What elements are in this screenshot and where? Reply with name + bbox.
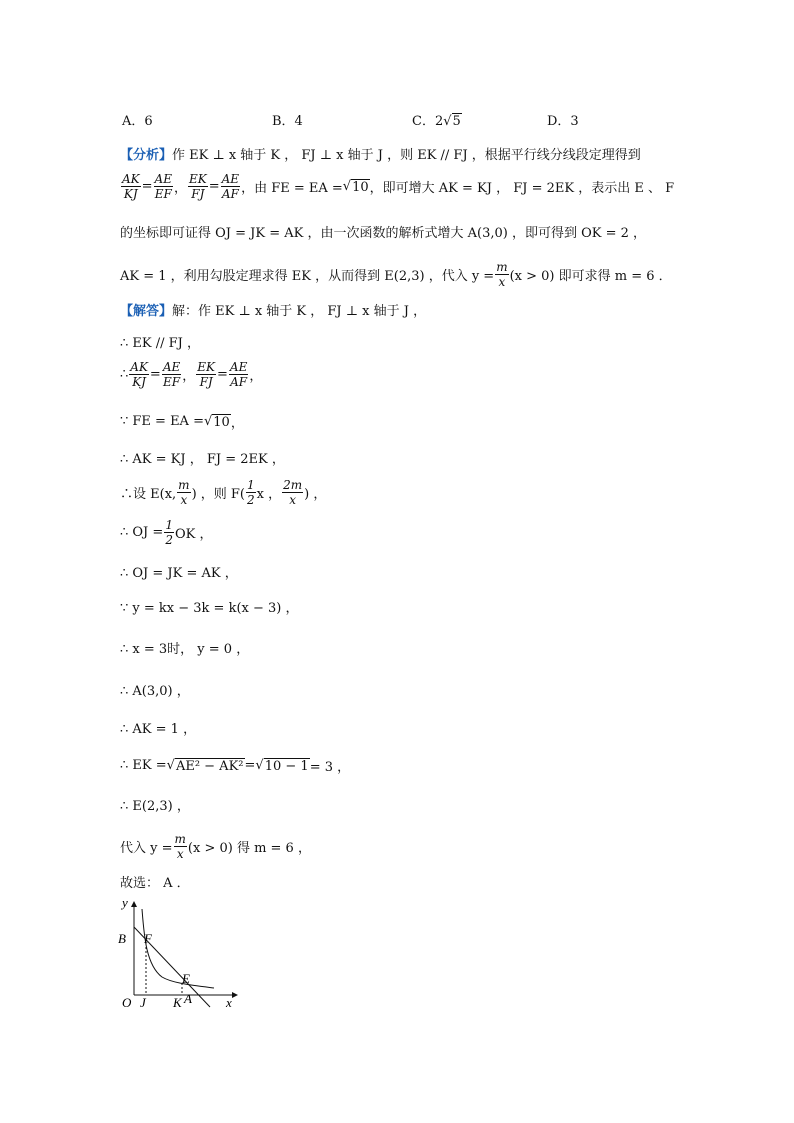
label-x: x <box>226 995 232 1010</box>
label-k: K <box>173 995 182 1010</box>
label-b: B <box>118 931 126 946</box>
x-axis-arrow <box>232 992 238 998</box>
analysis-text: (x > 0) 即可求得 m = 6 ． <box>509 269 672 284</box>
analysis-tag: 【分析】 <box>120 148 173 163</box>
fraction: $\frac{EK}{FJ}$ <box>189 172 207 201</box>
fraction: $\frac{1}{2}$ <box>247 478 255 507</box>
option-d: D．3 <box>547 114 579 129</box>
solution-line-6: ∴ OJ = $\frac{1}{2}$ OK ， <box>120 518 213 547</box>
analysis-text: 作 EK ⊥ x 轴于 K ， FJ ⊥ x 轴于 J ，则 EK // FJ ，根据平行线分线段定理得到 <box>172 148 641 163</box>
fraction: $\frac{1}{2}$ <box>165 518 173 547</box>
solution-line-9: ∴ x = 3时， y = 0 ， <box>120 642 250 657</box>
solution-line-12: ∴ EK = √ AE² − AK² = √ 10 − 1 = 3 ， <box>120 758 351 775</box>
solution-line-11: ∴ AK = 1 ， <box>120 722 197 737</box>
solution-line-0 <box>120 300 426 319</box>
solution-line-10: ∴ A(3,0) ， <box>120 684 190 699</box>
analysis-line-4 <box>120 260 672 289</box>
analysis-line-1 <box>120 144 641 163</box>
analysis-text: ，即可增大 AK = KJ ， FJ = 2EK ，表示出 E 、 F <box>369 181 675 196</box>
fraction: $\frac{m}{x}$ <box>178 478 190 507</box>
fraction: $\frac{AE}{EF}$ <box>154 172 172 201</box>
analysis-text: ，由 FE = EA = <box>241 181 343 196</box>
label-y: y <box>122 895 128 910</box>
analysis-line-2: $\frac{AK}{KJ}$ = $\frac{AE}{EF}$ ， $\frac{EK}{FJ}$ = $\frac{AE}{AF}$ ，由 FE = EA = √ 10 ，即可增大 AK = KJ ， FJ = 2EK ，表示出 E 、 F <box>122 172 675 201</box>
option-b: B．4 <box>272 114 303 129</box>
label-f: F <box>144 931 152 946</box>
fraction: $\frac{EK}{FJ}$ <box>197 360 216 389</box>
solution-line-7: ∴ OJ = JK = AK ， <box>120 566 238 581</box>
solution-line-13: ∴ E(2,3) ， <box>120 799 190 814</box>
solution-text: 解：作 EK ⊥ x 轴于 K ， FJ ⊥ x 轴于 J ， <box>172 304 427 319</box>
fraction: $\frac{2m}{x}$ <box>283 478 303 507</box>
y-axis-arrow <box>131 901 137 907</box>
solution-line-1: ∴ EK // FJ ， <box>120 336 200 351</box>
geometry-figure <box>110 895 250 1015</box>
analysis-text: AK = 1 ，利用勾股定理求得 EK ，从而得到 E(2,3) ，代入 y = <box>120 269 495 284</box>
solution-line-5: ∴设 E(x, $\frac{m}{x}$ ) ，则 F( $\frac{1}{2}$ x ， $\frac{2m}{x}$ ) ， <box>120 478 327 507</box>
option-c: C．2√5 <box>412 114 461 129</box>
fraction: $\frac{AE}{EF}$ <box>162 360 181 389</box>
fraction: $\frac{m}{x}$ <box>496 260 508 289</box>
solution-line-8: ∵ y = kx − 3k = k(x − 3) ， <box>120 601 299 616</box>
solution-line-2: ∴ $\frac{AK}{KJ}$ = $\frac{AE}{EF}$ ， $\frac{EK}{FJ}$ = $\frac{AE}{AF}$ ， <box>120 360 263 389</box>
fraction: $\frac{AK}{KJ}$ <box>122 172 140 201</box>
label-o: O <box>122 995 132 1010</box>
solution-line-15: 故选： A ． <box>120 876 190 891</box>
solution-line-3: ∵ FE = EA = √ 10 ， <box>120 414 244 431</box>
hyperbola-curve <box>142 909 214 988</box>
label-e: E <box>182 971 190 986</box>
option-a: A．6 <box>122 114 153 129</box>
solution-tag: 【解答】 <box>120 304 173 319</box>
fraction: $\frac{AE}{AF}$ <box>229 360 248 389</box>
solution-line-14: 代入 y = $\frac{m}{x}$ (x > 0) 得 m = 6 ， <box>120 832 311 861</box>
solution-line-4: ∴ AK = KJ ， FJ = 2EK ， <box>120 452 285 467</box>
analysis-line-3: 的坐标即可证得 OJ = JK = AK ，由一次函数的解析式增大 A(3,0) ，即可得到 OK = 2 ， <box>120 226 647 241</box>
label-j: J <box>140 995 146 1010</box>
fraction: $\frac{AE}{AF}$ <box>221 172 240 201</box>
label-a: A <box>184 991 192 1006</box>
fraction: $\frac{m}{x}$ <box>174 832 186 861</box>
fraction: $\frac{AK}{KJ}$ <box>130 360 148 389</box>
